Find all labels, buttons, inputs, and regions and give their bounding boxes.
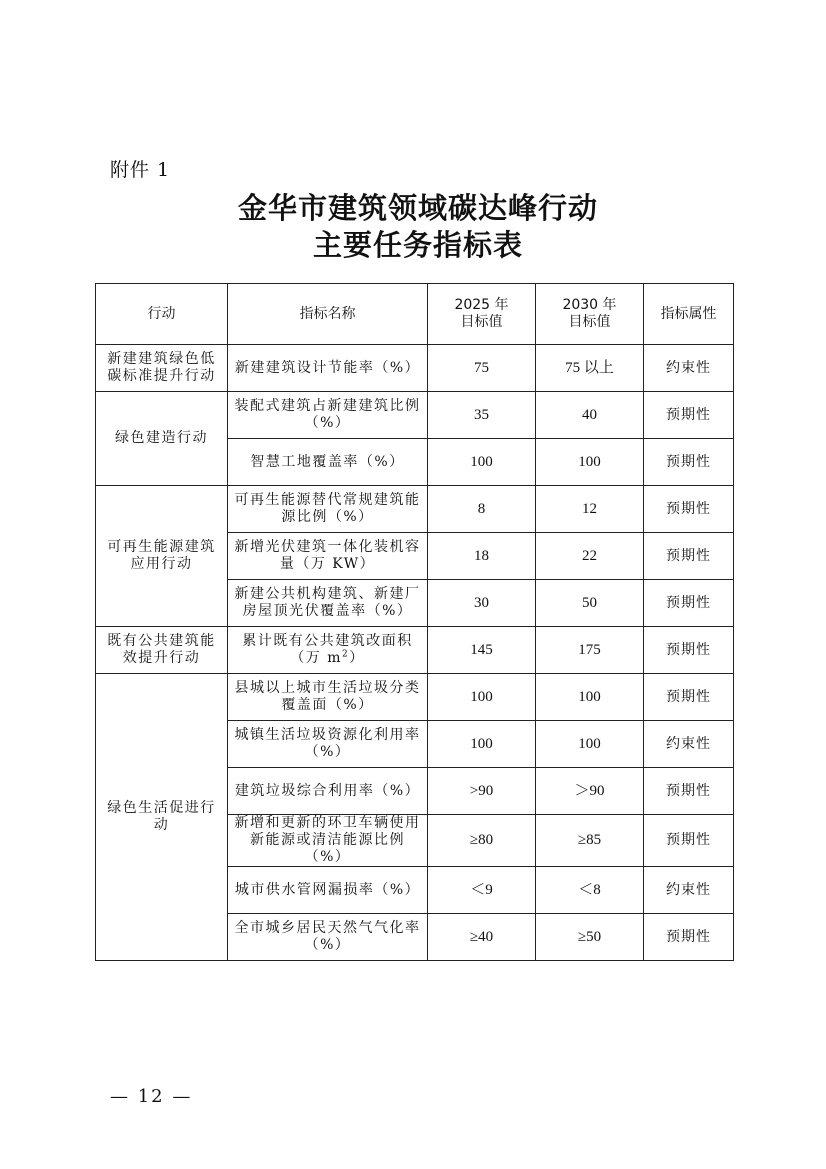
indicator-table	[95, 283, 734, 961]
action-cell-g2: 绿色建造行动	[96, 392, 228, 486]
target-2025-value: ≥40	[428, 914, 536, 961]
header-action: 行动	[96, 284, 228, 345]
indicator-attribute: 预期性	[644, 674, 734, 721]
target-2030-value: 12	[536, 486, 644, 533]
action-cell-g4: 既有公共建筑能效提升行动	[96, 627, 228, 674]
indicator-attribute: 约束性	[644, 867, 734, 914]
indicator-name: 县城以上城市生活垃圾分类覆盖面（%）	[228, 674, 428, 721]
target-2030-value: 40	[536, 392, 644, 439]
indicator-name: 城镇生活垃圾资源化利用率（%）	[228, 721, 428, 768]
header-attribute: 指标属性	[644, 284, 734, 345]
indicator-attribute: 预期性	[644, 815, 734, 867]
action-cell-g1: 新建建筑绿色低碳标准提升行动	[96, 345, 228, 392]
action-cell-g5: 绿色生活促进行动	[96, 674, 228, 961]
header-target-2025-year: 2025 年	[454, 297, 509, 313]
target-2025-value: ≥80	[428, 815, 536, 867]
target-2030-value: ＜8	[536, 867, 644, 914]
header-target-2030-label: 目标值	[568, 314, 611, 330]
indicator-name: 新增光伏建筑一体化装机容量（万 KW）	[228, 533, 428, 580]
attachment-label: 附件 1	[110, 159, 171, 181]
document-title-line1: 金华市建筑领域碳达峰行动	[237, 191, 598, 225]
target-2025-value: ＜9	[428, 867, 536, 914]
target-2025-value: 35	[428, 392, 536, 439]
action-cell-g3: 可再生能源建筑应用行动	[96, 486, 228, 627]
indicator-name: 装配式建筑占新建建筑比例（%）	[228, 392, 428, 439]
target-2030-value: 100	[536, 721, 644, 768]
target-2030-value: 22	[536, 533, 644, 580]
target-2025-value: >90	[428, 768, 536, 815]
document-title-line2: 主要任务指标表	[312, 228, 523, 262]
indicator-attribute: 预期性	[644, 392, 734, 439]
target-2025-value: 18	[428, 533, 536, 580]
indicator-attribute: 预期性	[644, 486, 734, 533]
target-2030-value: 100	[536, 674, 644, 721]
header-target-2025-label: 目标值	[460, 314, 503, 330]
target-2025-value: 145	[428, 627, 536, 674]
indicator-name	[228, 627, 428, 674]
indicator-name: 新增和更新的环卫车辆使用新能源或清洁能源比例（%）	[228, 815, 428, 867]
target-2025-value: 30	[428, 580, 536, 627]
indicator-name: 建筑垃圾综合利用率（%）	[228, 768, 428, 815]
indicator-attribute: 约束性	[644, 345, 734, 392]
indicator-attribute: 预期性	[644, 439, 734, 486]
table-row	[96, 674, 734, 721]
target-2025-value: 75	[428, 345, 536, 392]
target-2025-value: 100	[428, 439, 536, 486]
target-2025-value: 100	[428, 721, 536, 768]
superscript-2: 2	[342, 649, 350, 660]
indicator-attribute: 预期性	[644, 627, 734, 674]
header-target-2030	[536, 284, 644, 345]
table-row	[96, 345, 734, 392]
target-2030-value: ≥85	[536, 815, 644, 867]
indicator-attribute: 预期性	[644, 768, 734, 815]
header-indicator: 指标名称	[228, 284, 428, 345]
target-2030-value: 100	[536, 439, 644, 486]
target-2030-value: ≥50	[536, 914, 644, 961]
target-2030-value: 175	[536, 627, 644, 674]
indicator-name: 可再生能源替代常规建筑能源比例（%）	[228, 486, 428, 533]
indicator-name: 城市供水管网漏损率（%）	[228, 867, 428, 914]
indicator-name: 智慧工地覆盖率（%）	[228, 439, 428, 486]
table-row	[96, 627, 734, 674]
target-2030-value: ＞90	[536, 768, 644, 815]
indicator-name: 新建建筑设计节能率（%）	[228, 345, 428, 392]
indicator-name: 全市城乡居民天然气气化率（%）	[228, 914, 428, 961]
page-number: — 12 —	[110, 1086, 193, 1107]
header-target-2030-year: 2030 年	[562, 297, 617, 313]
indicator-name-tail: ）	[349, 650, 365, 666]
target-2030-value: 50	[536, 580, 644, 627]
indicator-name: 新建公共机构建筑、新建厂房屋顶光伏覆盖率（%）	[228, 580, 428, 627]
table-row	[96, 392, 734, 439]
target-2025-value: 100	[428, 674, 536, 721]
target-2030-value: 75 以上	[536, 345, 644, 392]
table-header-row	[96, 284, 734, 345]
table-row	[96, 486, 734, 533]
indicator-attribute: 预期性	[644, 914, 734, 961]
indicator-attribute: 约束性	[644, 721, 734, 768]
target-2025-value: 8	[428, 486, 536, 533]
indicator-name-text: 累计既有公共建筑改面积（万 m	[242, 633, 413, 666]
header-target-2025	[428, 284, 536, 345]
indicator-attribute: 预期性	[644, 580, 734, 627]
indicator-attribute: 预期性	[644, 533, 734, 580]
